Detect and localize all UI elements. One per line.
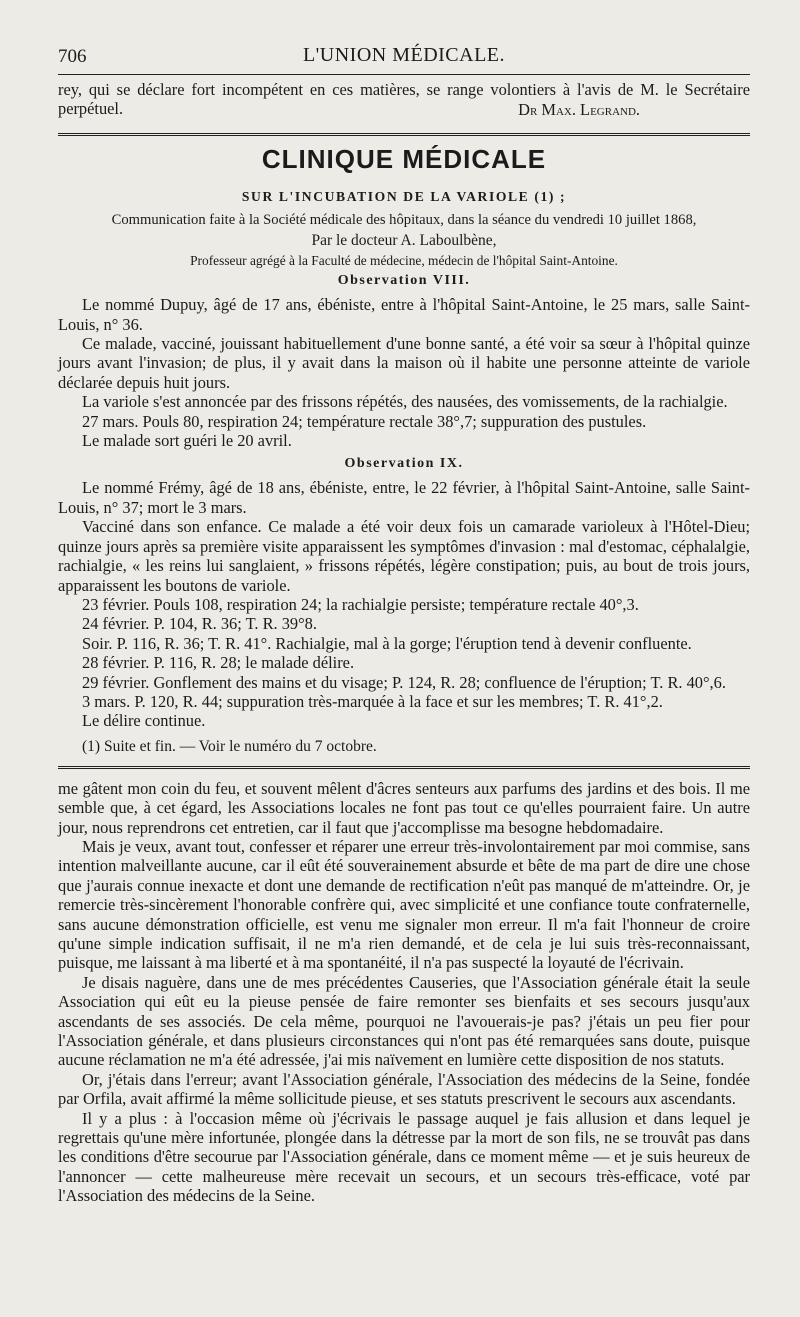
journal-title: L'UNION MÉDICALE. xyxy=(302,44,506,66)
feuilleton-body xyxy=(58,779,750,1206)
obs8-paragraph: Le nommé Dupuy, âgé de 17 ans, ébéniste, entre à l'hôpital Saint-Antoine, le 25 mars, salle Saint-Louis, n° 36. xyxy=(58,295,750,334)
feuilleton-paragraph: Or, j'étais dans l'erreur; avant l'Association générale, l'Association des médecins de la Seine, fondée par Orfila, avait affirmé la même sollicitude pieuse, et ses statuts prescrivent le secours aux ascendants. xyxy=(58,1069,750,1109)
article-author: Par le docteur A. Laboulbène, xyxy=(311,232,497,250)
article-affiliation: Professeur agrégé à la Faculté de médecine, médecin de l'hôpital Saint-Antoine. xyxy=(190,253,618,269)
obs9-paragraph: Vacciné dans son enfance. Ce malade a été voir deux fois un camarade varioleux à l'Hôtel-Dieu; quinze jours après sa première visite apparaissent les symptômes d'invasion : mal d'estomac, céphalalgie, rachialgie, « les reins lui sanglaient, » frissons répétés, légère constipation; puis, au bout de trois jours, apparaissent les boutons de variole. xyxy=(58,517,750,595)
obs8-paragraph: Le malade sort guéri le 20 avril. xyxy=(82,431,292,451)
obs8-paragraph: Ce malade, vacciné, jouissant habituellement d'une bonne santé, a été voir sa sœur à l'hôpital quinze jours avant l'invasion; de plus, il y avait dans la maison où il habite une personne atteinte de variole déclarée depuis huit jours. xyxy=(58,334,750,392)
obs9-paragraph: 24 février. P. 104, R. 36; T. R. 39°8. xyxy=(82,614,317,634)
observation-9-body xyxy=(58,478,750,730)
obs9-paragraph: 23 février. Pouls 108, respiration 24; la rachialgie persiste; température rectale 40°,3. xyxy=(82,594,639,614)
observation-8-body xyxy=(58,295,750,450)
feuilleton-paragraph: Mais je veux, avant tout, confesser et réparer une erreur très-involontairement par moi commise, sans intention malveillante aucune, car il eût été souverainement absurde et bête de ma part de dire une chose que j'aurais connue inexacte et dont une demande de rectification n'eût pas manqué de m'atteindre. Or, je remercie très-sincèrement l'honorable confrère qui, avec simplicité et une confiance toute confraternelle, sans aucune démonstration officielle, est venu me signaler mon erreur. Il m'a fait l'honneur de croire qu'une simple indication suffisait, il ne m'a rien demandé, et de cela je lui suis très-reconnaissant, puisque, me laissant à ma liberté et à ma spontanéité, il n'a pas suspecté la loyauté de l'écrivain. xyxy=(58,836,750,973)
section-title: CLINIQUE MÉDICALE xyxy=(261,144,547,175)
feuilleton-rule xyxy=(58,766,750,769)
obs8-paragraph: 27 mars. Pouls 80, respiration 24; température rectale 38°,7; suppuration des pustules. xyxy=(82,411,647,431)
feuilleton-paragraph: Il y a plus : à l'occasion même où j'écrivais le passage auquel je fais allusion et dans lequel je regrettais qu'une mère infortunée, plongée dans la détresse par la mort de son fils, ne se trouvât pas dans les conditions d'être secourue par l'Association générale, dans ce moment même — et je suis heureux de l'annoncer — cette malheureuse mère recevait un secours, et un secours très-efficace, voté par l'Association des médecins de la Seine. xyxy=(58,1108,750,1206)
obs9-paragraph: Soir. P. 116, R. 36; T. R. 41°. Rachialgie, mal à la gorge; l'éruption tend à devenir confluente. xyxy=(82,633,692,653)
obs9-paragraph: 29 février. Gonflement des mains et du visage; P. 124, R. 28; confluence de l'éruption; T. R. 40°,6. xyxy=(82,672,726,692)
header-rule xyxy=(58,74,750,75)
obs9-paragraph: Le nommé Frémy, âgé de 18 ans, ébéniste, entre, le 22 février, à l'hôpital Saint-Antoine, salle Saint-Louis, n° 37; mort le 3 mars. xyxy=(58,478,750,517)
article-title: SUR L'INCUBATION DE LA VARIOLE (1) ; xyxy=(241,189,567,205)
obs8-paragraph: La variole s'est annoncée par des frissons répétés, des nausées, des vomissements, de la rachialgie. xyxy=(82,392,728,412)
observation-9-heading: Observation IX. xyxy=(344,456,464,472)
page-number: 706 xyxy=(58,46,87,67)
section-rule xyxy=(58,133,750,136)
observation-8-heading: Observation VIII. xyxy=(337,273,471,289)
carryover-text: rey, qui se déclare fort incompétent en ces matières, se range volontiers à l'avis de M. le Secrétaire perpétuel. xyxy=(58,80,750,119)
carryover-signature: Dr Max. Legrand. xyxy=(518,99,640,119)
obs9-paragraph: 28 février. P. 116, R. 28; le malade délire. xyxy=(82,653,355,673)
footnote: (1) Suite et fin. — Voir le numéro du 7 octobre. xyxy=(82,737,377,755)
obs9-paragraph: 3 mars. P. 120, R. 44; suppuration très-marquée à la face et sur les membres; T. R. 41°,2. xyxy=(82,691,663,711)
running-head xyxy=(58,40,750,74)
feuilleton-paragraph: Je disais naguère, dans une de mes précédentes Causeries, que l'Association générale était la seule Association qui eût eu la pieuse pensée de faire remonter ses bienfaits et ses secours jusqu'aux ascendants de ses associés. De cela même, pourquoi ne l'avouerais-je pas? j'étais un peu fier pour l'Association générale, et dans plusieurs circonstances qui n'ont pas été remarquées sans doute, puisque aucune réclamation ne m'a été adressée, j'ai mis naïvement en lumière cette disposition de nos statuts. xyxy=(58,972,750,1070)
feuilleton-paragraph: me gâtent mon coin du feu, et souvent mêlent d'âcres senteurs aux parfums des jardins et des bois. Il me semble que, à cet égard, les Associations locales ne font pas tout ce qu'elles pourraient faire. Un autre jour, nous reprendrons cet entretien, car il faut que j'accomplisse ma besogne hebdomadaire. xyxy=(58,778,750,837)
article-communication: Communication faite à la Société médicale des hôpitaux, dans la séance du vendredi 10 juillet 1868, xyxy=(111,212,697,229)
obs9-paragraph: Le délire continue. xyxy=(82,711,206,731)
